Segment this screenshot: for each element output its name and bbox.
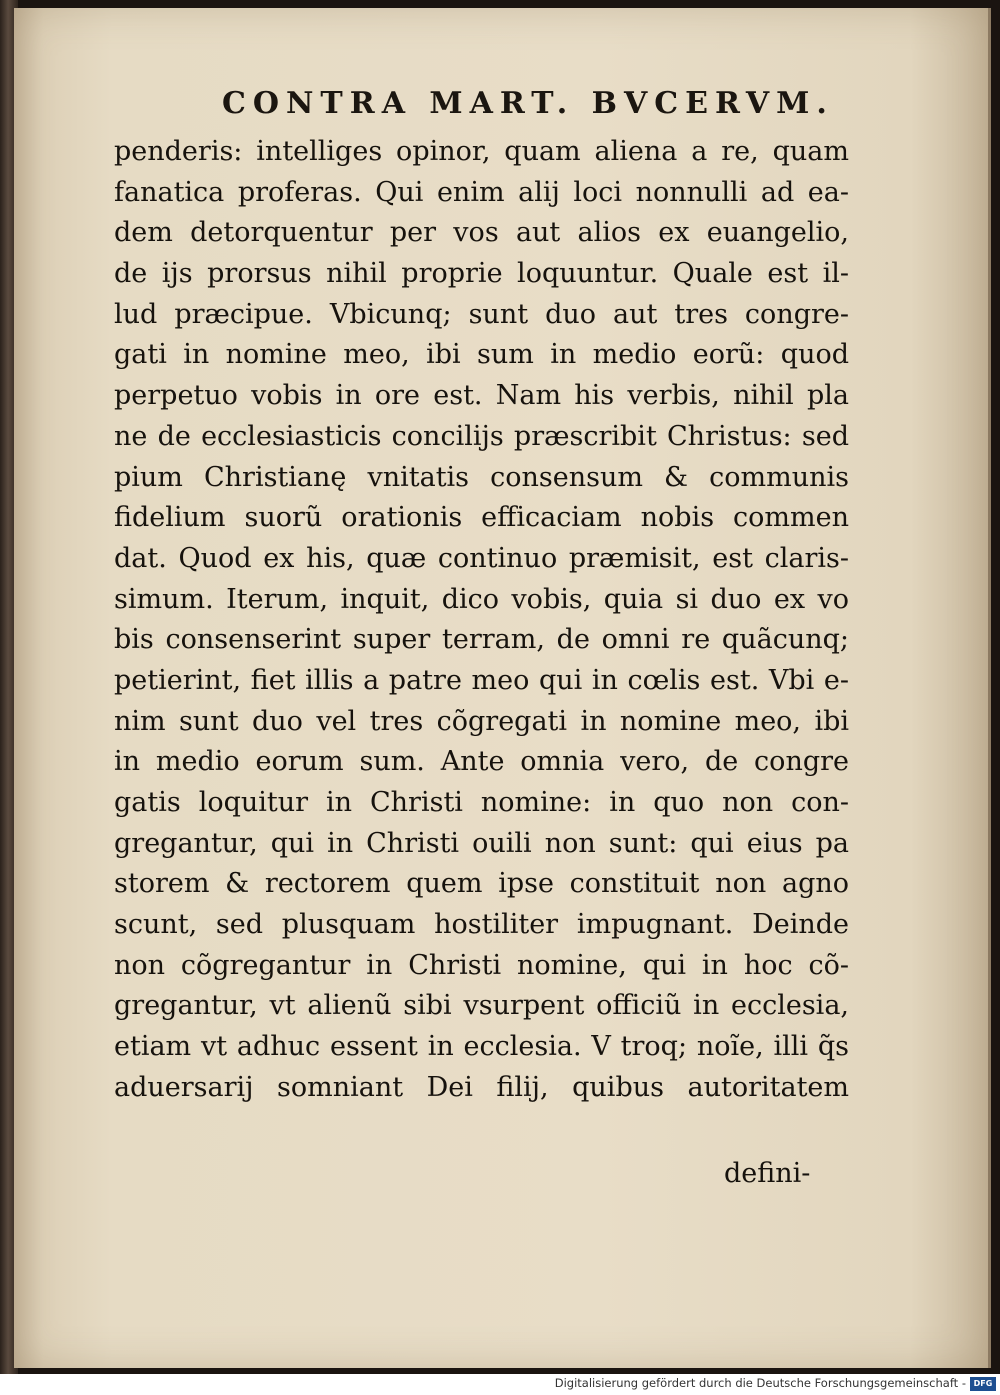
- text-line: in medio eorum sum. Ante omnia vero, de congre: [114, 746, 849, 778]
- running-head: CONTRA MART. BVCERVM.: [222, 86, 834, 121]
- dfg-logo-icon: DFG: [970, 1377, 996, 1391]
- text-line: dat. Quod ex his, quæ continuo præmisit, est claris-: [114, 542, 849, 574]
- text-line: fidelium suorũ orationis efficaciam nobis commen: [114, 502, 849, 534]
- text-line: gatis loquitur in Christi nomine: in quo non con-: [114, 787, 849, 818]
- text-line: pium Christianę vnitatis consensum & communis: [114, 461, 849, 493]
- funding-credit: Digitalisierung gefördert durch die Deutsche Forschungsgemeinschaft -: [554, 1376, 966, 1390]
- text-line: ne de ecclesiasticis concilijs præscribit Christus: sed: [114, 420, 849, 452]
- text-line: de ijs prorsus nihil proprie loquuntur. Quale est il-: [114, 258, 849, 290]
- catchword: defini-: [724, 1158, 811, 1189]
- text-line: gregantur, vt alienũ sibi vsurpent officiũ in ecclesia,: [114, 990, 849, 1022]
- text-line: simum. Iterum, inquit, dico vobis, quia si duo ex vo: [114, 583, 849, 615]
- text-line: nim sunt duo vel tres cõgregati in nomine meo, ibi: [114, 705, 849, 737]
- text-line: petierint, fiet illis a patre meo qui in cœlis est. Vbi e-: [114, 664, 849, 696]
- text-line: perpetuo vobis in ore est. Nam his verbis, nihil pla: [114, 380, 849, 412]
- text-line: bis consenserint super terram, de omni re quãcunq;: [114, 624, 849, 656]
- text-line: storem & rectorem quem ipse constituit non agno: [114, 868, 849, 900]
- text-line: scunt, sed plusquam hostiliter impugnant. Deinde: [114, 909, 849, 941]
- text-line: lud præcipue. Vbicunq; sunt duo aut tres congre-: [114, 298, 849, 330]
- text-line: dem detorquentur per vos aut alios ex euangelio,: [114, 217, 849, 249]
- text-line: etiam vt adhuc essent in ecclesia. V troq; noĩe, illi q̃s: [114, 1031, 849, 1063]
- text-line: gati in nomine meo, ibi sum in medio eorũ: quod: [114, 339, 849, 371]
- digitization-footer: [0, 1374, 1000, 1395]
- body-text: [114, 132, 849, 1109]
- text-line: fanatica proferas. Qui enim alij loci nonnulli ad ea-: [114, 176, 849, 208]
- text-line: non cõgregantur in Christi nomine, qui in hoc cõ-: [114, 949, 849, 981]
- text-line: gregantur, qui in Christi ouili non sunt: qui eius pa: [114, 827, 849, 859]
- book-page: [14, 8, 991, 1368]
- text-line: penderis: intelliges opinor, quam aliena a re, quam: [114, 136, 849, 167]
- text-line: aduersarij somniant Dei filij, quibus autoritatem: [114, 1071, 849, 1103]
